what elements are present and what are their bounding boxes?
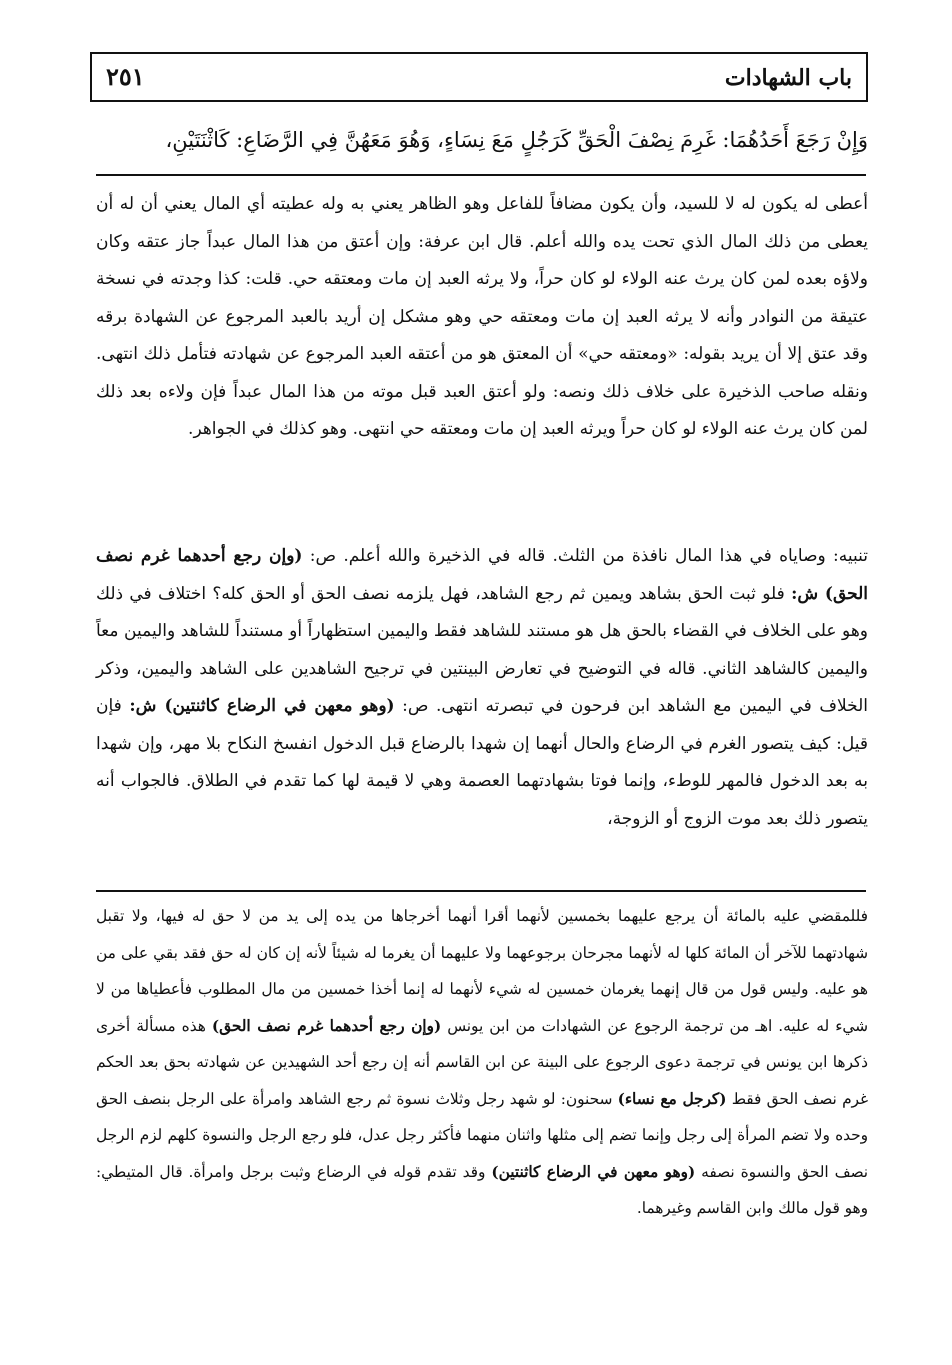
matn-quote: (وإن رجع أحدهما غرم نصف الحق) ش: — [96, 546, 869, 604]
footnote-quote: (كرجل مع نساء) — [617, 1089, 727, 1108]
footnote-divider — [96, 890, 866, 892]
footnote-quote: (وهو معهن في الرضاع كاثنتين) — [491, 1162, 696, 1181]
matn-quote: (وهو معهن في الرضاع كاثنتين) ش: — [129, 696, 395, 716]
footnote-text: سحنون: لو شهد رجل وثلاث نسوة ثم رجع الشاهد وامرأة على الرجل بنصف الحق وحده ولا تضم المرأة إلى رجل وإنما تضم إلى مثلها واثنان منهما فأكثر رجل عدل، فلو رجع الرجل والنسوة كلهم لزم الرجل نصف الحق والنسوة نصفه — [96, 1089, 868, 1181]
footnote-text: هذه مسألة أخرى ذكرها ابن يونس في ترجمة دعوى الرجوع على البينة عن ابن القاسم أنه إن رجع أحد الشهيدين عن شهادته بحق بعد الحكم غرم نصف الحق فقط — [96, 1016, 868, 1108]
chapter-title: باب الشهادات — [724, 65, 852, 91]
footnote-quote: (وإن رجع أحدهما غرم نصف الحق) — [211, 1016, 442, 1035]
footnote-text: وقد تقدم قوله في الرضاع وثبت برجل وامرأة. قال المتيطي: وهو قول مالك وابن القاسم وغيرهما. — [96, 1162, 868, 1217]
matn-divider — [96, 174, 866, 176]
matn-text: وَإِنْ رَجَعَ أَحَدُهُمَا: غَرِمَ نِصْفَ الْحَقِّ كَرَجُلٍ مَعَ نِسَاءٍ، وَهُوَ مَعَهُنَّ فِي الرَّضَاعِ: كَاثْنَتَيْنِ، — [165, 128, 868, 152]
page-number: ٢٥١ — [106, 62, 145, 91]
footnote-text: فللمقضي عليه بالمائة أن يرجع عليهما بخمسين لأنهما أقرا أنهما أخرجاها من يده إلى يد من لا حق له فيها، ولا تقبل شهادتهما للآخر أن المائة كلها له لأنهما مجرحان برجوعهما ولا عليهما أن يغرما له شيئاً لأنه إن كان له حق فقد بقي على من هو عليه. وليس قول من قال إنهما يغرمان خمسين له شيء لأنهما له إنما أخذا خمسين من مال المطلوب فأعطياها من لا شيء له عليه. اهـ من ترجمة الرجوع عن الشهادات من ابن يونس — [96, 907, 868, 1035]
commentary-text: فإن قيل: كيف يتصور الغرم في الرضاع والحال أنهما إن شهدا بالرضاع قبل الدخول انفسخ النكاح بلا مهر، وإن شهدا به بعد الدخول فالمهر للوطء، وإنما فوتا بشهادتهما العصمة وهي لا قيمة لها كما تقدم في الطلاق. فالجواب أنه يتصور ذلك بعد موت الزوج أو الزوجة، — [96, 696, 868, 829]
commentary-paragraph-1: أعطى له يكون له لا للسيد، وأن يكون مضافاً للفاعل وهو الظاهر يعني به وله عطيته أي المال يعني أن له أن يعطى من ذلك المال الذي تحت يده والله أعلم. قال ابن عرفة: وإن أعتق من هذا المال عبداً جاز عتقه وكان ولاؤه بعده لمن كان يرث عنه الولاء لو كان حراً، ولا يرثه العبد إن مات ومعتقه حي. قلت: كذا وجدته في نسخة عتيقة من النوادر وأنه لا يرثه العبد إن مات ومعتقه حي وهو مشكل إن أريد بالعبد المرجوع عن الشهادة برقه وقد عتق إلا أن يريد بقوله: «ومعتقه حي» أن المعتق هو من أعتقه العبد المرجوع عن شهادته فتأمل ذلك انتهى. ونقله صاحب الذخيرة على خلاف ذلك ونصه: ولو أعتق العبد قبل موته من هذا المال عبداً فإن ولاءه بعد ذلك لمن كان يرث عنه الولاء لو كان حراً ويرثه العبد إن مات ومعتقه حي انتهى. وهو كذلك في الجواهر. — [96, 194, 868, 439]
footnote-block — [96, 898, 868, 1227]
commentary-text: تنبيه: وصاياه في هذا المال نافذة من الثلث. قاله في الذخيرة والله أعلم. ص: — [302, 546, 868, 566]
commentary-paragraph-2 — [96, 538, 868, 838]
commentary-text: فلو ثبت الحق بشاهد ويمين ثم رجع الشاهد، فهل يلزمه نصف الحق أو الحق كله؟ اختلاف في ذلك وهو على الخلاف في القضاء بالحق هل هو مستند للشاهد فقط واليمين استظهاراً أو مستنداً للشاهد واليمين معاً واليمين كالشاهد الثاني. قاله في التوضيح في تعارض البينتين في ترجيح الشاهدين على الشاهد واليمين، وذكر الخلاف في اليمين مع الشاهد ابن فرحون في تبصرته انتهى. ص: — [96, 583, 868, 716]
page-header — [90, 52, 868, 102]
